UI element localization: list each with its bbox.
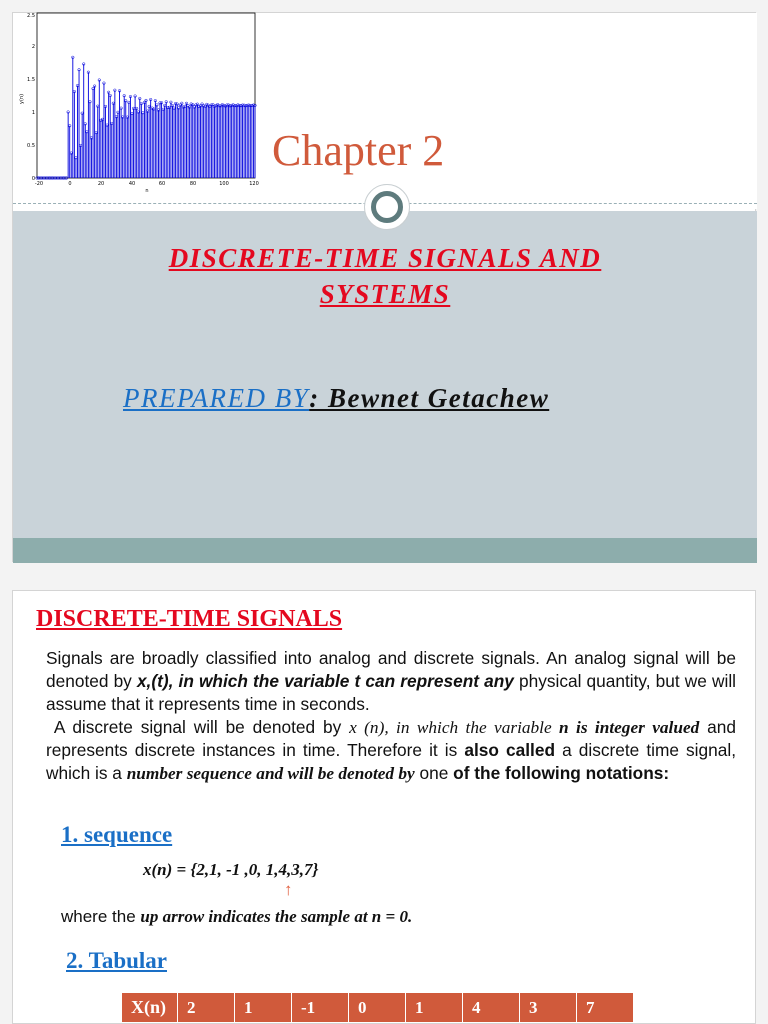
p2-xn: x (n), in which the variable <box>349 718 560 737</box>
slide-footer-band <box>13 538 757 563</box>
x-tick: 40 <box>128 181 136 187</box>
y-tick: 2 <box>31 44 35 50</box>
p2-d: one <box>414 763 454 783</box>
p2-n: n is integer valued <box>559 718 700 737</box>
p1-text: Signals are broadly classified into analog and discrete signals. An analog signal will be denoted by <box>46 648 736 691</box>
p2-b: and represents discrete instances in time. Therefore it is <box>46 717 736 760</box>
y-tick: 2.5 <box>27 13 35 19</box>
y-tick: 1 <box>31 110 35 116</box>
table-cell: 1 <box>406 993 463 1023</box>
table-cell: -1 <box>292 993 349 1023</box>
p2-num: number sequence and will be denoted by <box>126 764 415 783</box>
x-tick: 0 <box>68 181 72 187</box>
p2-c: a discrete time signal, which is a <box>46 740 736 783</box>
plot-x-ticks <box>35 181 259 187</box>
subheading-sequence: 1. sequence <box>61 822 173 847</box>
x-tick: 100 <box>219 181 229 187</box>
table-cell: 2 <box>178 993 235 1023</box>
step-response-plot <box>19 13 259 199</box>
y-tick: 0.5 <box>27 143 35 149</box>
table-cell: 7 <box>577 993 634 1023</box>
table-cell: 4 <box>463 993 520 1023</box>
author-line <box>123 383 549 414</box>
plot-ylabel: y(n) <box>19 93 25 105</box>
y-tick: 0 <box>31 176 35 182</box>
circle-ornament-icon <box>364 184 410 230</box>
arrow-explanation <box>61 907 412 927</box>
x-tick: 80 <box>189 181 197 187</box>
content-slide <box>12 590 756 1024</box>
p2-a: A discrete signal will be denoted by <box>53 717 350 737</box>
prepared-by-label: PREPARED BY <box>123 383 310 413</box>
p2-also: also called <box>464 740 555 760</box>
author-name: : Bewnet Getachew <box>309 383 550 413</box>
table-row <box>122 993 634 1023</box>
p1-rest: physical quantity, but we will assume that it represents time in seconds. <box>46 671 736 714</box>
x-tick: -20 <box>34 181 44 187</box>
table-cell: 0 <box>349 993 406 1023</box>
sequence-equation: x(n) = {2,1, -1 ,0, 1,4,3,7} <box>143 860 319 879</box>
slide-title-line2: SYSTEMS <box>319 279 451 309</box>
p1-xt: x,(t), in which the variable t can represent any <box>136 671 514 691</box>
x-tick: 20 <box>97 181 105 187</box>
where-b: up arrow indicates the sample at n = 0. <box>140 907 413 926</box>
where-a: where the <box>61 907 141 926</box>
x-tick: 60 <box>158 181 166 187</box>
slide-title-line1: DISCRETE-TIME SIGNALS AND <box>168 243 602 273</box>
tabular-table <box>121 992 634 1023</box>
table-header-cell: X(n) <box>122 993 178 1023</box>
subheading-tabular: 2. Tabular <box>66 948 167 973</box>
section-heading: DISCRETE-TIME SIGNALS <box>36 606 343 632</box>
plot-xlabel: n <box>145 188 149 194</box>
x-tick: 120 <box>249 181 259 187</box>
title-slide <box>12 12 756 562</box>
table-cell: 1 <box>235 993 292 1023</box>
up-arrow-icon: ↑ <box>284 880 293 899</box>
chapter-title: Chapter 2 <box>272 126 445 175</box>
p2-of: of the following notations: <box>453 763 670 783</box>
y-tick: 1.5 <box>27 77 35 83</box>
plot-y-ticks <box>27 13 35 182</box>
table-cell: 3 <box>520 993 577 1023</box>
slide-title <box>73 240 697 312</box>
intro-paragraph <box>46 647 736 785</box>
